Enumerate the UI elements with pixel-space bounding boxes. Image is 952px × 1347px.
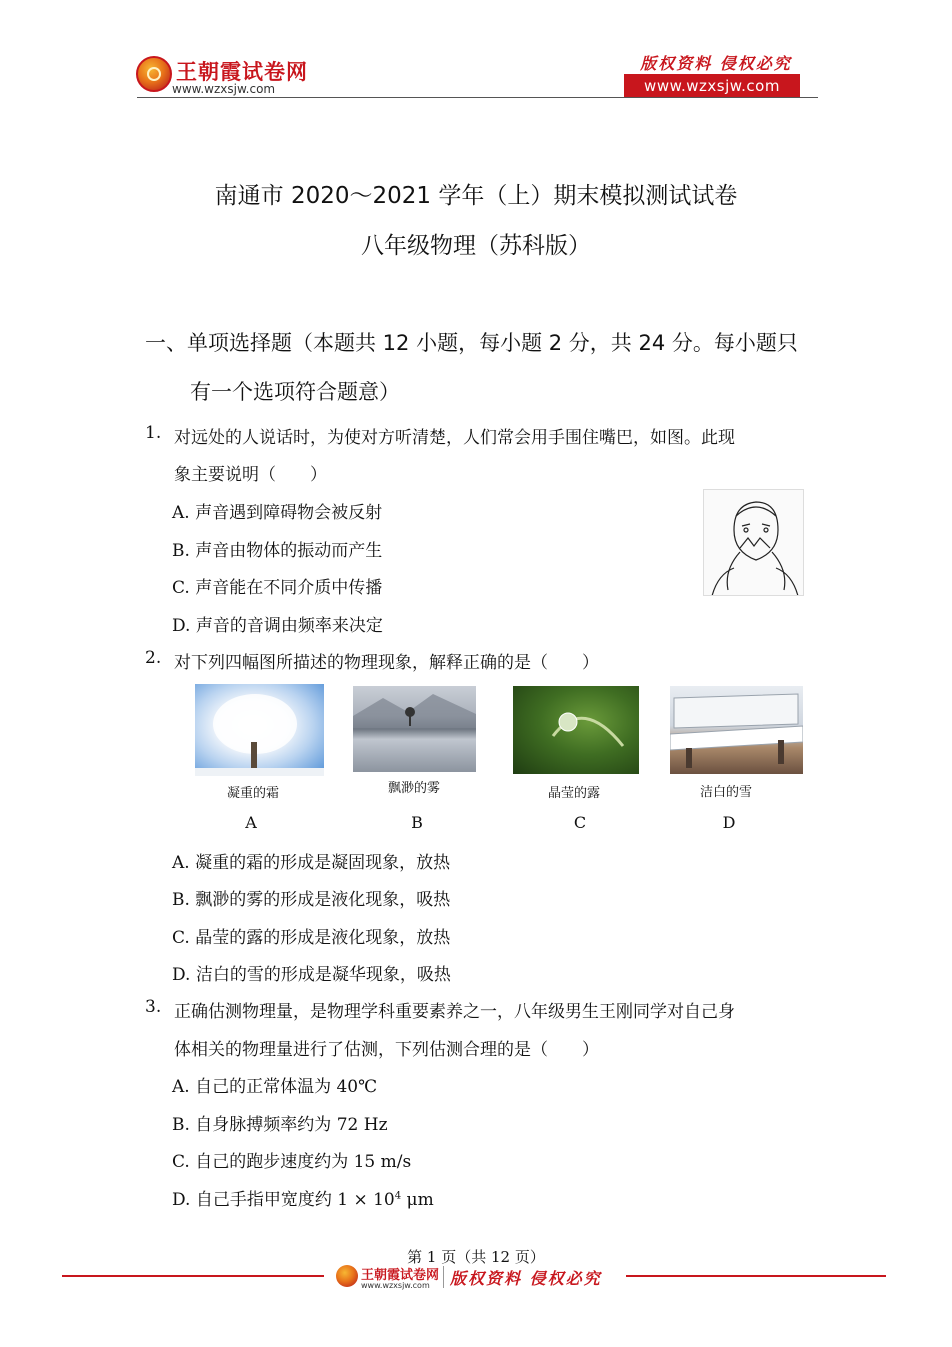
brand-url: www.wzxsjw.com — [172, 82, 276, 96]
option-d-text: D. 自己手指甲宽度约 1 × 10 — [172, 1190, 395, 1210]
option-d-unit: μm — [401, 1190, 434, 1210]
option-d[interactable] — [172, 1185, 434, 1210]
image-letter: A — [245, 813, 257, 832]
option-a[interactable]: A. 声音遇到障碍物会被反射 — [172, 503, 383, 523]
question-stem: 象主要说明（ ） — [174, 465, 327, 485]
section-heading: 一、单项选择题（本题共 12 小题，每小题 2 分，共 24 分。每小题只 — [145, 331, 798, 355]
exam-title: 南通市 2020～2021 学年（上）期末模拟测试试卷 — [214, 183, 738, 209]
person-cupping-mouth-illustration — [703, 489, 804, 596]
page-number: 第 1 页（共 12 页） — [407, 1248, 545, 1266]
question-stem: 对远处的人说话时，为使对方听清楚，人们常会用手围住嘴巴，如图。此现 — [174, 428, 735, 448]
header-divider — [137, 97, 818, 98]
dew-drop-photo — [513, 686, 639, 774]
footer-line-left — [62, 1275, 324, 1277]
option-c[interactable]: C. 声音能在不同介质中传播 — [172, 578, 383, 598]
header-url-box[interactable]: www.wzxsjw.com — [624, 74, 800, 98]
option-d[interactable]: D. 洁白的雪的形成是凝华现象，吸热 — [172, 965, 451, 985]
image-caption: 晶莹的露 — [547, 786, 600, 801]
option-d-exponent: 4 — [394, 1190, 402, 1202]
question-number: 2. — [145, 648, 162, 668]
option-c[interactable]: C. 晶莹的露的形成是液化现象，放热 — [172, 928, 451, 948]
image-letter: B — [411, 813, 423, 832]
option-b[interactable]: B. 声音由物体的振动而产生 — [172, 541, 383, 561]
image-letter: D — [722, 813, 736, 832]
option-b[interactable]: B. 飘渺的雾的形成是液化现象，吸热 — [172, 890, 451, 910]
copyright-slogan: 版权资料 侵权必究 — [640, 54, 792, 73]
image-letter: C — [573, 813, 587, 832]
exam-subtitle: 八年级物理（苏科版） — [361, 233, 591, 259]
option-a[interactable]: A. 凝重的霜的形成是凝固现象，放热 — [172, 853, 451, 873]
option-c[interactable]: C. 自己的跑步速度约为 15 m/s — [172, 1152, 412, 1172]
question-stem: 正确估测物理量，是物理学科重要素养之一，八年级男生王刚同学对自己身 — [174, 1002, 735, 1022]
footer-brand-url: www.wzxsjw.com — [361, 1281, 430, 1290]
image-caption: 飘渺的雾 — [387, 781, 440, 796]
option-d[interactable]: D. 声音的音调由频率来决定 — [172, 616, 383, 636]
fog-lake-photo — [353, 686, 476, 772]
question-number: 1. — [145, 423, 162, 443]
brand-name: 王朝霞试卷网 — [176, 60, 308, 84]
footer-line-right — [626, 1275, 886, 1277]
question-stem: 体相关的物理量进行了估测，下列估测合理的是（ ） — [174, 1040, 599, 1060]
option-a[interactable]: A. 自己的正常体温为 40℃ — [172, 1077, 378, 1097]
image-caption: 凝重的霜 — [226, 786, 279, 801]
brand-seal-logo — [136, 56, 172, 92]
footer-brand-name: 王朝霞试卷网 — [361, 1268, 440, 1283]
snow-bench-photo — [670, 686, 803, 774]
option-b[interactable]: B. 自身脉搏频率约为 72 Hz — [172, 1115, 388, 1135]
footer-seal-logo — [336, 1265, 358, 1287]
question-stem: 对下列四幅图所描述的物理现象，解释正确的是（ ） — [174, 653, 599, 673]
section-heading-cont: 有一个选项符合题意） — [190, 380, 400, 404]
footer-slogan: 版权资料 侵权必究 — [450, 1269, 602, 1288]
frost-tree-photo — [195, 684, 324, 776]
footer-separator — [443, 1266, 444, 1288]
question-number: 3. — [145, 997, 162, 1017]
image-caption: 洁白的雪 — [699, 785, 752, 800]
